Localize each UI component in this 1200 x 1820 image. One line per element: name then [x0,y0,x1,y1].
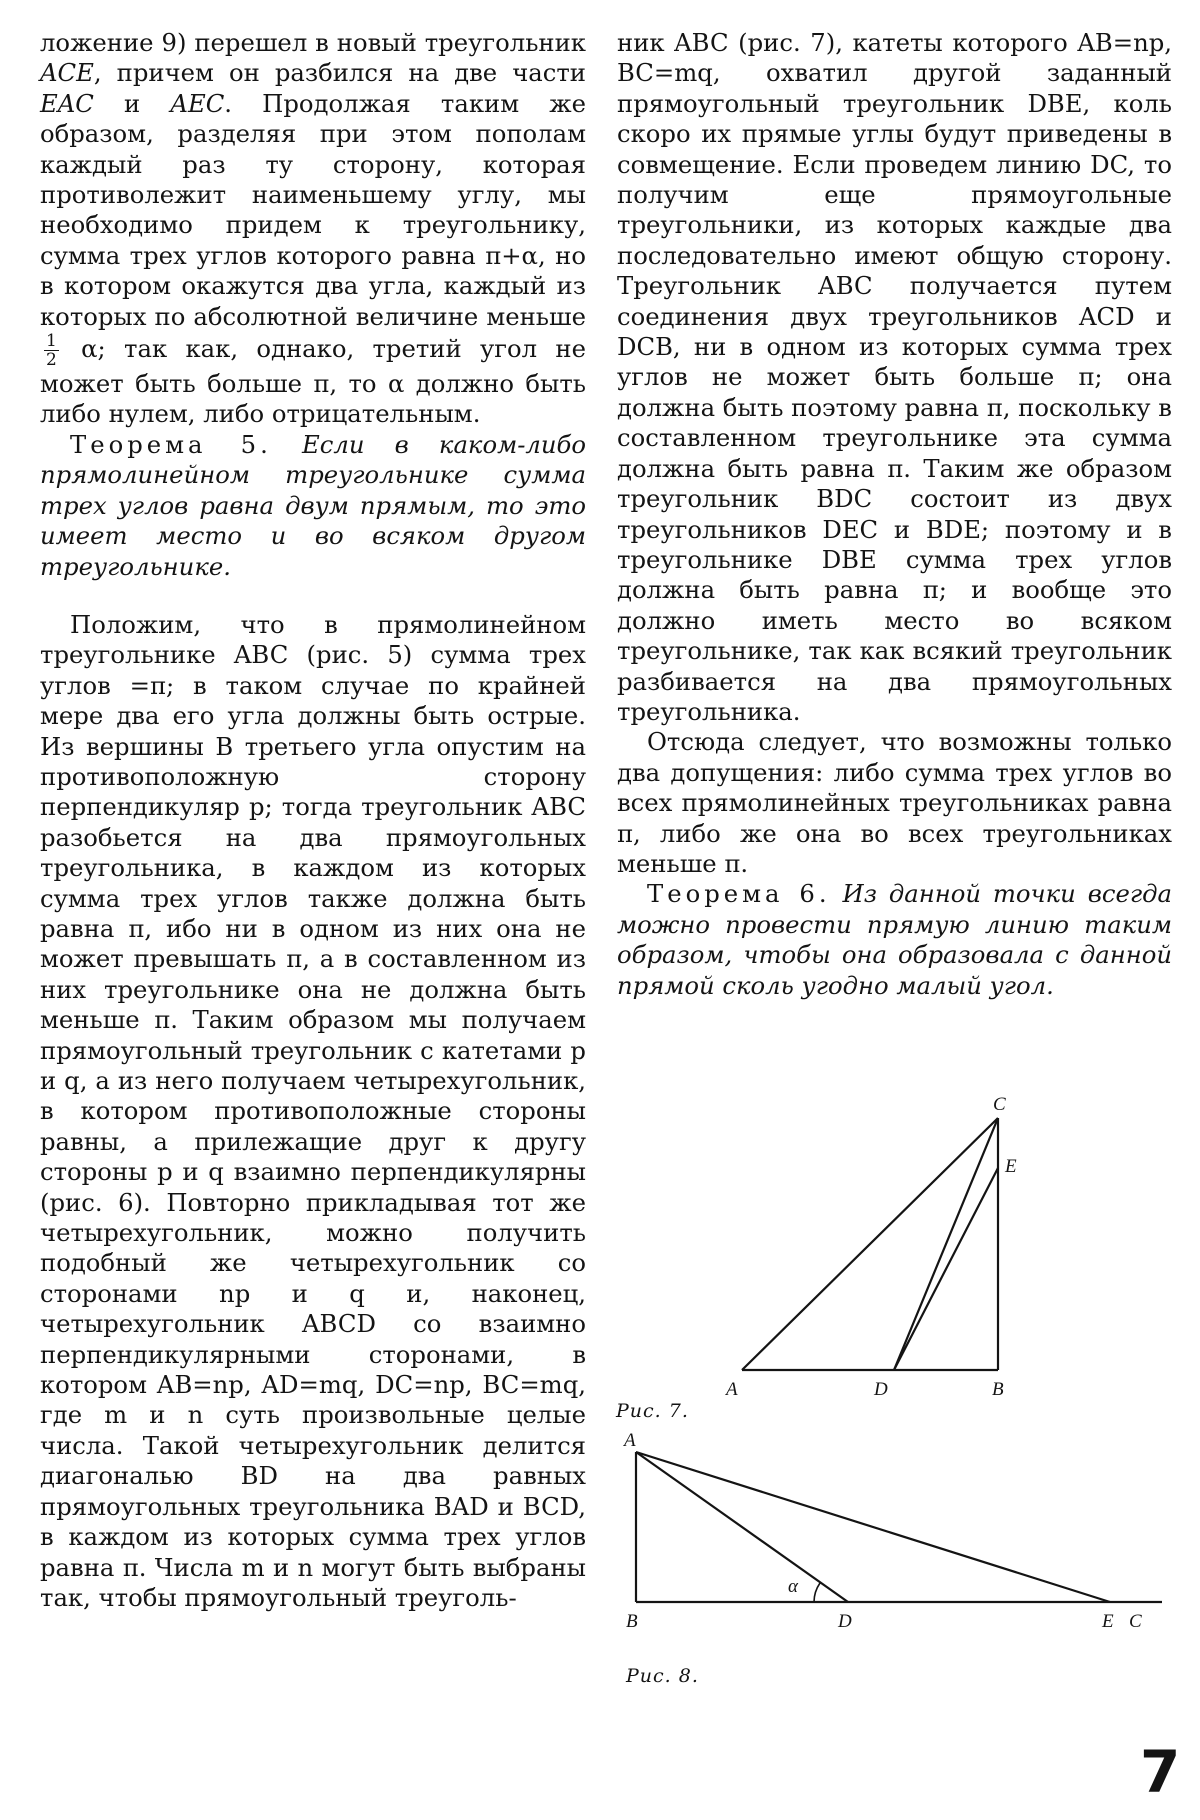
fig7-label-C: C [993,1094,1006,1115]
theorem-6-label: Теорема 6. [647,879,831,909]
fig7-label-E: E [1005,1156,1017,1177]
figure-7 [600,1090,1040,1400]
fig8-line-AE [636,1452,1110,1602]
page-number: 7 [1140,1738,1181,1806]
right-paragraph-2: Отсюда следует, что возможны только два допущения: либо сумма трех углов во всех прямолинейных треугольниках равна π, либо же она во всех треугольниках меньше π. [617,727,1172,878]
theorem-5-text: Если в каком-либо прямолинейном треугольнике сумма трех углов равна двум прямым, то это имеет место и во всяком другом треугольнике. [40,429,586,581]
figure-8-caption: Рис. 8. [626,1665,699,1687]
theorem-5-label: Теорема 5. [70,429,272,459]
theorem-6-text: Из данной точки всегда можно провести прямую линию таким образом, чтобы она образовала с данной прямой сколь угодно малый угол. [617,879,1172,1000]
fig7-label-D: D [874,1379,888,1400]
right-paragraph-1: ник ABC (рис. 7), катеты которого AB=np, BC=mq, охватил другой заданный прямоугольный треугольник DBE, коль скоро их прямые углы будут приведены в совмещение. Если проведем линию DC, то получим еще прямоугольные треугольники, из которых каждые два последовательно имеют общую сторону. Треугольник ABC получается путем соединения двух треугольников ACD и DCB, ни в одном из которых сумма трех углов не может быть больше π; она должна быть поэтому равна π, поскольку в составленном треугольнике эта сумма должна быть равна π. Таким же образом треугольник BDC состоит из двух треугольников DEC и BDE; поэтому и в треугольнике DBE сумма трех углов должна быть равна π; и вообще это должно иметь место во всяком треугольнике, так как всякий треугольник разбивается на два прямоугольных треугольника. [617,28,1172,726]
fig7-line-DE [894,1168,998,1370]
left-column [40,28,586,1613]
fig8-label-B: B [626,1611,638,1632]
left-paragraph-1: ложение 9) перешел в новый треугольник ACE, причем он разбился на две части EAC и AEC. Продолжая таким же образом, разделяя при этом пополам каждый раз ту сторону, которая противолежит наименьшему углу, мы необходимо придем к треугольнику, сумма трех углов которого равна π+α, но в котором окажутся два угла, каждый из которых по абсолютной величине меньше $\frac{1}{2}$ α; так как, однако, третий угол не может быть больше π, то α должно быть либо нулем, либо отрицательным. [40,28,586,429]
theorem-5 [40,430,586,582]
fig8-label-D: D [838,1611,852,1632]
fig8-label-A: A [624,1430,636,1451]
fig8-label-alpha: α [788,1576,798,1597]
fig7-label-B: B [992,1379,1004,1400]
fig8-line-AD [636,1452,848,1602]
fraction-one-half: $\frac{1}{2}$ [46,331,57,371]
fig8-label-E: E [1102,1611,1114,1632]
right-column [617,28,1172,1001]
figure-7-caption: Рис. 7. [616,1400,689,1422]
figure-8 [616,1430,1176,1640]
left-paragraph-2: Положим, что в прямолинейном треугольнике ABC (рис. 5) сумма трех углов =π; в таком случае по крайней мере два его угла должны быть острые. Из вершины B третьего угла опустим на противоположную сторону перпендикуляр p; тогда треугольник ABC разобьется на два прямоугольных треугольника, в каждом из которых сумма трех углов также должна быть равна π, ибо ни в одном из них она не может превышать π, а в составленном из них треугольнике она не должна быть меньше π. Таким образом мы получаем прямоугольный треугольник с катетами p и q, а из него получаем четырехугольник, в котором противоположные стороны равны, а прилежащие друг к другу стороны p и q взаимно перпендикулярны (рис. 6). Повторно прикладывая тот же четырехугольник, можно получить подобный же четырехугольник со сторонами np и q и, наконец, четырехугольник ABCD со взаимно перпендикулярными сторонами, в котором AB=np, AD=mq, DC=np, BC=mq, где m и n суть произвольные целые числа. Такой четырехугольник делится диагональю BD на два равных прямоугольных треугольника BAD и BCD, в каждом из которых сумма трех углов равна π. Числа m и n могут быть выбраны так, чтобы прямоугольный треуголь- [40,609,586,1612]
theorem-6 [617,879,1172,1001]
fig7-label-A: A [726,1379,738,1400]
fig8-angle-arc [814,1583,820,1602]
fig7-line-DC [894,1118,998,1370]
fig8-label-C: C [1129,1611,1142,1632]
